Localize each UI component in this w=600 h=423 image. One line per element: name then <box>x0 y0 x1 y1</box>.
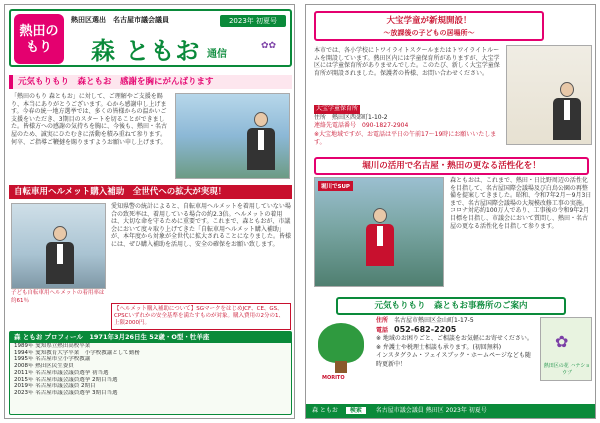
iris-caption: 熱田区の花 ハナショウブ <box>543 363 591 376</box>
left-page <box>4 4 295 419</box>
office-address-value: 名古屋市熱田区金山町1-17-5 <box>394 317 474 324</box>
iris-icon: ✿✿ <box>261 41 277 51</box>
section-river-body: 森ともおは、これまで、熱田・日比野周辺の活性化を目指して、名古屋国際会議場及び白鳥公園の再整備を提案してきました。昭和、令和7年2月〜9月3日まで、名古屋国際会議場の大規模改修工事の実施。コロナ対応約100万人であり、工事後の令和9年2月目標を目指し、市議会において質問し、熱田・名古屋の更なる活性化を目指して参ります。 <box>450 177 592 230</box>
river-photo <box>314 177 444 287</box>
profile-heading: 森 ともお プロフィール 1971年3月26日生 52歳・O型・牡羊座 <box>10 332 291 343</box>
person-illustration <box>45 226 75 284</box>
school-note: ※大宝地域ですが、お電話は平日の午前17〜19時にお願いいたします。 <box>314 130 497 146</box>
masthead-name: 森 ともお <box>91 37 201 65</box>
logo-line-1: 熱田の <box>19 24 59 39</box>
footer-name: 森 ともお <box>312 407 338 414</box>
section-river-heading: 堀川の活用で名古屋・熱田の更なる活性化を！ <box>314 157 589 175</box>
profile-box <box>9 331 292 415</box>
office-address-label: 住所 <box>376 317 389 324</box>
river-photo-tag: 堀川でSUP <box>318 181 353 191</box>
section-helmet-heading: 自転車用ヘルメット購入補助 全世代への拡大が実現！ <box>9 185 292 199</box>
profile-row: 1994年 愛知教育大学卒業 小学校教諭として勤務 <box>14 349 140 356</box>
section-office-heading: 元気もりもり 森ともお事務所のご案内 <box>336 297 566 315</box>
profile-row: 2011年 名古屋市議会議員選挙 初当選 <box>14 369 109 376</box>
school-phone: 連絡先電話番号 090-1827-2904 <box>314 122 409 129</box>
office-phone <box>376 326 536 336</box>
profile-row: 1989年 愛知県立熱田高校卒業 <box>14 343 91 349</box>
profile-row: 1995年 名古屋市立小学校教諭 <box>14 356 91 363</box>
person-illustration <box>552 82 582 140</box>
right-page <box>305 4 596 419</box>
helmet-photo-caption: 子ども自転車用ヘルメットの着用率は約61％ <box>11 290 105 304</box>
logo-box <box>14 14 64 64</box>
section-helmet-body: 愛知県警の統計によると、自転車用ヘルメットを着用していない場合の致死率は、着用している場合の約2.3倍。ヘルメットの着用は、大切な命を守るために重要です。これまで、森ともおが、市議会において度々取り上げてきた「自転車用ヘルメット購入補助」が、本年度から対象が全世代に拡大されることになりました。皆様には、ぜひ購入補助を活用し、安全の確保をお願い致します。 <box>111 203 292 248</box>
profile-row: 2019年 名古屋市議会議員 2期目 <box>14 383 96 390</box>
campaign-photo <box>175 93 290 179</box>
office-note: ※ 地域のお困りごと、ご相談をお気軽にお寄せください。 <box>376 335 533 342</box>
mascot-illustration <box>318 323 364 363</box>
school-info <box>314 105 504 148</box>
profile-row: 2023年 名古屋市議会議員選挙 3期目当選 <box>14 389 118 396</box>
issue-badge: 2023年 初夏号 <box>220 15 286 27</box>
person-illustration <box>365 208 395 266</box>
iris-icon: ✿ <box>555 332 569 351</box>
section-school-title: 大宝学童が新規開設！ <box>386 16 472 26</box>
helmet-subsidy-note: 【ヘルメット購入補助について】SGマークをはじめJCF、CE、GS、CPSCいずれかの安全基準を満たすものが対象。購入費用の2分の1、上限2000円。 <box>111 303 291 330</box>
masthead-affiliation: 熱田区選出 名古屋市議会議員 <box>71 16 169 24</box>
iris-photo <box>540 317 592 381</box>
office-phone-value: 052-682-2205 <box>394 324 457 334</box>
section-school-subtitle: 〜放課後の子どもの居場所〜 <box>383 29 475 37</box>
school-name: 大宝学童保育所 <box>316 105 359 112</box>
section-thanks-body: 「熱田のもり 森ともお」に対して、ご理解やご支援を賜り、本当にありがとうございます。心から感謝申し上げます。今春の統一地方選挙では、多くの皆様からの温かいご支援をいただき、3期目のスタートを切ることができました。皆様方への感謝の気持ちを胸に、今後も、熱田・名古屋のため、誠実にひたむきに活動を積み重ねて参ります。何卒、ご指導ご鞭撻を賜りますようお願い申し上げます。 <box>11 93 168 146</box>
person-illustration <box>246 112 276 170</box>
footer-bar <box>306 404 596 418</box>
footer-text: 名古屋市議会議員 熱田区 2023年 初夏号 <box>375 407 487 414</box>
office-note: インスタグラム・フェイスブック・ホームページなども随時更新中！ <box>376 352 531 368</box>
mascot-name: MORITO <box>322 375 345 381</box>
profile-row: 2015年 名古屋市議会議員選挙 2期目当選 <box>14 376 118 383</box>
search-button[interactable]: 検索 <box>346 407 366 414</box>
assembly-photo <box>11 203 106 289</box>
office-phone-label: 電話 <box>376 326 389 334</box>
masthead-subtitle: 通信 <box>207 49 227 60</box>
office-info <box>376 317 536 369</box>
section-thanks-heading: 元気もりもり 森ともお 感謝を胸にがんばります <box>9 75 292 89</box>
section-school-heading <box>314 11 544 41</box>
profile-row: 2008年 熱田区民生委員 <box>14 363 74 370</box>
logo-line-2: もり <box>25 40 52 55</box>
school-photo <box>506 45 592 145</box>
masthead <box>9 9 292 67</box>
office-note: ※ 弁護士や税理士相談も承ります。(初回無料) <box>376 343 502 351</box>
school-address: 住所 熱田区西郊町1-10-2 <box>314 113 388 121</box>
section-school-body: 本市では、各小学校にトワイライトスクールまたはトワイライトルームを開設しています。熱田区内には学童保育所がありますが、大宝学区には学童保育所がありませんでした。このたび、新しく大宝学童保育所が開設されました。保護者の皆様、お問い合わせください。 <box>314 47 500 77</box>
